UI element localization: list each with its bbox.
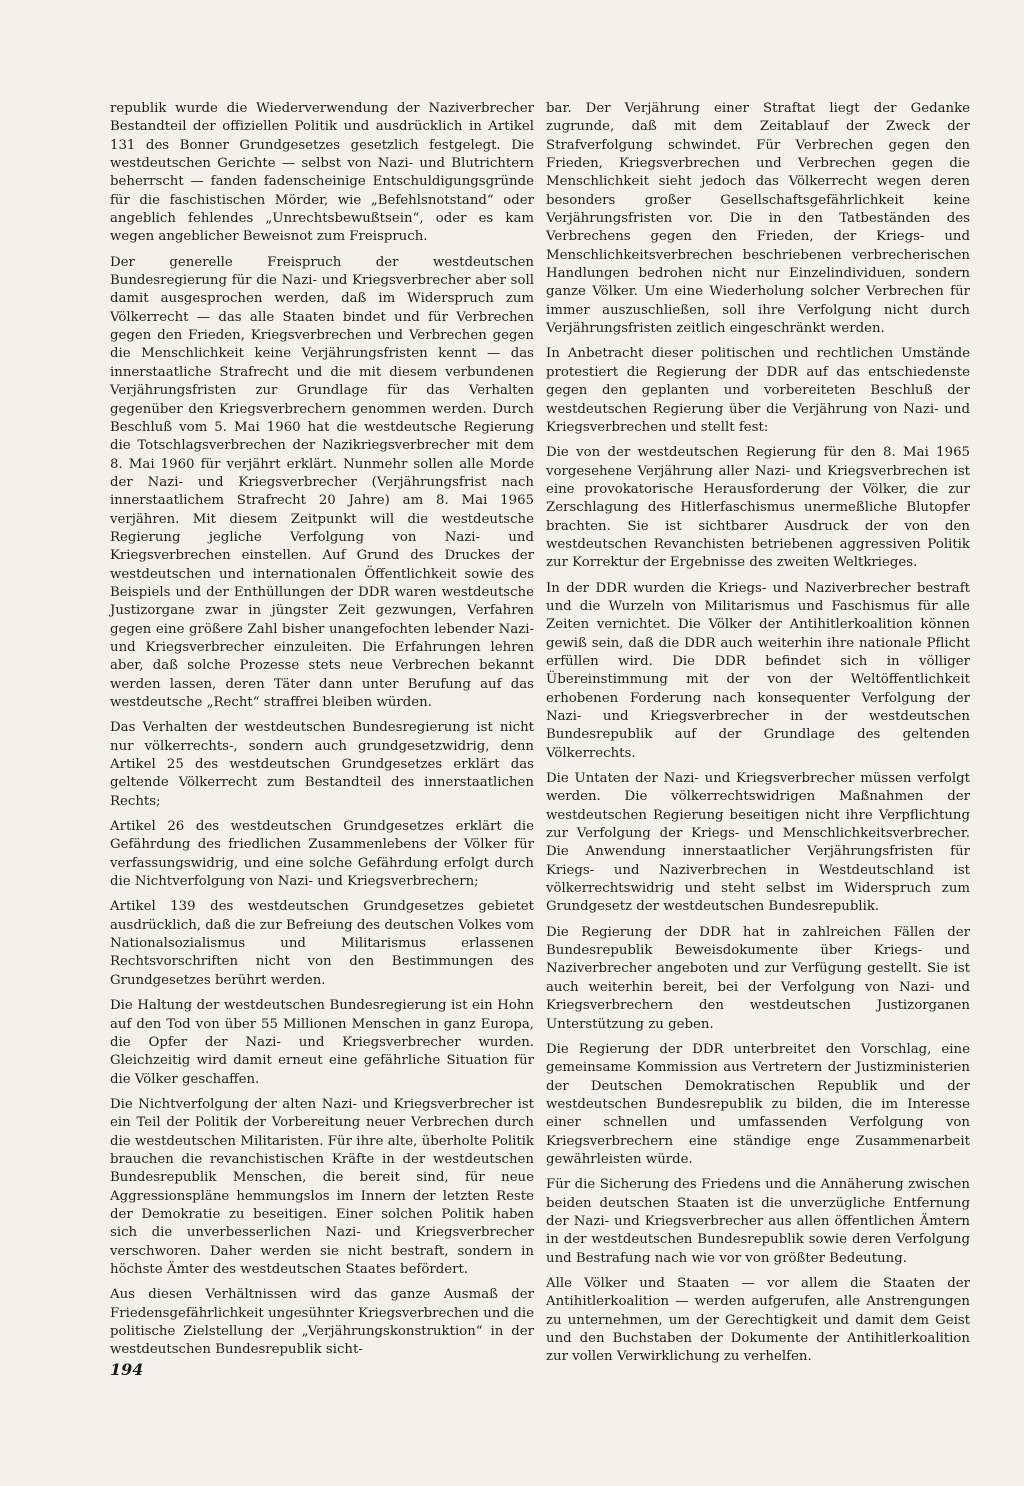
paragraph: Für die Sicherung des Friedens und die Annäherung zwischen beiden deutschen Staaten ist die unverzügliche Entfernung der Nazi- und Kriegsverbrecher aus allen öffentlichen Ämtern in der westdeutschen Bundesrepublik sowie deren Verfolgung und Bestrafung nach wie vor von größter Bedeutung. <box>546 1177 970 1266</box>
paragraph: Die Haltung der westdeutschen Bundesregierung ist ein Hohn auf den Tod von über 55 Millionen Menschen in ganz Europa, die Opfer der Nazi- und Kriegsverbrecher wurden. Gleichzeitig wird damit erneut eine gefährliche Situation für die Völker geschaffen. <box>110 998 534 1087</box>
paragraph: Aus diesen Verhältnissen wird das ganze Ausmaß der Friedensgefährlichkeit ungesühnter Kriegsverbrechen und die politische Zielstellung der „Verjährungskonstruktion“ in der westdeutschen Bundesrepublik sicht- <box>110 1287 534 1358</box>
paragraph: Die Regierung der DDR hat in zahlreichen Fällen der Bundesrepublik Beweisdokumente über Kriegs- und Naziverbrecher angeboten und zur Verfügung gestellt. Sie ist auch weiterhin bereit, bei der Verfolgung von Nazi- und Kriegsverbrechern den westdeutschen Justizorganen Unterstützung zu geben. <box>546 924 970 1032</box>
paragraph: Alle Völker und Staaten — vor allem die Staaten der Antihitlerkoalition — werden aufgerufen, alle Anstrengungen zu unternehmen, um der Gerechtigkeit und damit dem Geist und den Buchstaben der Dokumente der Antihitlerkoalition zur vollen Verwirklichung zu verhelfen. <box>546 1275 970 1365</box>
paragraph: In der DDR wurden die Kriegs- und Naziverbrecher bestraft und die Wurzeln von Militarismus und Faschismus für alle Zeiten vernichtet. Die Völker der Antihitlerkoalition können gewiß sein, daß die DDR auch weiterhin ihre nationale Pflicht erfüllen wird. Die DDR befindet sich in völliger Übereinstimmung mit der von der Weltöffentlichkeit erhobenen Forderung nach konsequenter Verfolgung der Nazi- und Kriegsverbrecher in der westdeutschen Bundesrepublik auf der Grundlage des geltenden Völkerrechts. <box>546 580 970 761</box>
paragraph: Das Verhalten der westdeutschen Bundesregierung ist nicht nur völkerrechts-, sondern auch grundgesetzwidrig, denn Artikel 25 des westdeutschen Grundgesetzes erklärt das geltende Völkerrecht zum Bestandteil des innerstaatlichen Rechts; <box>110 720 534 809</box>
paragraph: Die Nichtverfolgung der alten Nazi- und Kriegsverbrecher ist ein Teil der Politik der Vorbereitung neuer Verbrechen durch die westdeutschen Militaristen. Für ihre alte, überholte Politik brauchen die revanchistischen Kräfte in der westdeutschen Bundesrepublik Menschen, die bereit sind, für neue Aggressionspläne hemmungslos im Innern der letzten Reste der Demokratie zu beseitigen. Einer solchen Politik haben sich die unverbesserlichen Nazi- und Kriegsverbrecher verschworen. Daher werden sie nicht bestraft, sondern in höchste Ämter des westdeutschen Staates befördert. <box>110 1096 534 1277</box>
paragraph: Artikel 26 des westdeutschen Grundgesetzes erklärt die Gefährdung des friedlichen Zusammenlebens der Völker für verfassungswidrig, und eine solche Gefährdung erfolgt durch die Nichtverfolgung von Nazi- und Kriegsverbrechern; <box>110 819 534 890</box>
paragraph: Die von der westdeutschen Regierung für den 8. Mai 1965 vorgesehene Verjährung aller Nazi- und Kriegsverbrechen ist eine provokatorische Herausforderung der Völker, die zur Zerschlagung des Hitlerfaschismus unermeßliche Blutopfer brachten. Sie ist sichtbarer Ausdruck der von den westdeutschen Revanchisten betriebenen aggressiven Politik zur Korrektur der Ergebnisse des zweiten Weltkrieges. <box>546 445 970 571</box>
page-number: 194 <box>110 1360 144 1379</box>
paragraph: In Anbetracht dieser politischen und rechtlichen Umstände protestiert die Regierung der DDR auf das entschiedenste gegen den geplanten und vorbereiteten Beschluß der westdeutschen Regierung über die Verjährung von Nazi- und Kriegsverbrechen und stellt fest: <box>546 346 970 435</box>
right-column <box>546 100 970 1374</box>
paragraph: Der generelle Freispruch der westdeutschen Bundesregierung für die Nazi- und Kriegsverbrecher aber soll damit ausgesprochen werden, daß im Widerspruch zum Völkerrecht — das alle Staaten bindet und für Verbrechen gegen den Frieden, Kriegsverbrechen und Verbrechen gegen die Menschlichkeit keine Verjährungsfristen kennt — das innerstaatliche Strafrecht und die mit diesem verbundenen Verjährungsfristen zur Grundlage für das Verhalten gegenüber den Kriegsverbrechern genommen werden. Durch Beschluß vom 5. Mai 1960 hat die westdeutsche Regierung die Totschlagsverbrechen der Nazikriegsverbrecher mit dem 8. Mai 1960 für verjährt erklärt. Nunmehr sollen alle Morde der Nazi- und Kriegsverbrecher (Verjährungsfrist nach innerstaatlichem Strafrecht 20 Jahre) am 8. Mai 1965 verjähren. Mit diesem Zeitpunkt will die westdeutsche Regierung jegliche Verfolgung von Nazi- und Kriegsverbrechen einstellen. Auf Grund des Druckes der westdeutschen und internationalen Öffentlichkeit sowie des Beispiels und der Enthüllungen der DDR waren westdeutsche Justizorgane zwar in jüngster Zeit gezwungen, Verfahren gegen eine größere Zahl bisher unangefochten lebender Nazi- und Kriegsverbrecher einzuleiten. Die Erfahrungen lehren aber, daß solche Prozesse stets neue Verbrechen bekannt werden lassen, deren Täter dann unter Berufung auf das westdeutsche „Recht“ straffrei bleiben würden. <box>110 254 534 710</box>
left-column <box>110 100 534 1367</box>
paragraph: bar. Der Verjährung einer Straftat liegt der Gedanke zugrunde, daß mit dem Zeitablauf der Zweck der Strafverfolgung schwindet. Für Verbrechen gegen den Frieden, Kriegsverbrechen und Verbrechen gegen die Menschlichkeit sieht jedoch das Völkerrecht wegen deren besonders großer Gesellschaftsgefährlichkeit keine Verjährungsfristen vor. Die in den Tatbeständen des Verbrechens gegen den Frieden, der Kriegs- und Menschlichkeitsverbrechen beschriebenen verbrecherischen Handlungen bedrohen nicht nur Einzelindividuen, sondern ganze Völker. Um eine Wiederholung solcher Verbrechen für immer auszuschließen, soll ihre Verfolgung nicht durch Verjährungsfristen zeitlich eingeschränkt werden. <box>546 101 970 337</box>
paragraph: republik wurde die Wiederverwendung der Naziverbrecher Bestandteil der offiziellen Politik und ausdrücklich in Artikel 131 des Bonner Grundgesetzes gesetzlich festgelegt. Die westdeutschen Gerichte — selbst von Nazi- und Blutrichtern beherrscht — fanden fadenscheinige Entschuldigungsgründe für die faschistischen Mörder, wie „Befehlsnotstand“ oder angeblich fehlendes „Unrechtsbewußtsein“, oder es kam wegen angeblicher Beweisnot zum Freispruch. <box>110 101 534 245</box>
paragraph: Die Regierung der DDR unterbreitet den Vorschlag, eine gemeinsame Kommission aus Vertretern der Justizministerien der Deutschen Demokratischen Republik und der westdeutschen Bundesrepublik zu bilden, die im Interesse einer schnellen und umfassenden Verfolgung von Kriegsverbrechern eine ständige enge Zusammenarbeit gewährleisten würde. <box>546 1041 970 1167</box>
paragraph: Die Untaten der Nazi- und Kriegsverbrecher müssen verfolgt werden. Die völkerrechtswidrigen Maßnahmen der westdeutschen Regierung beseitigen nicht ihre Verpflichtung zur Verfolgung der Kriegs- und Menschlichkeitsverbrecher. Die Anwendung innerstaatlicher Verjährungsfristen für Kriegs- und Naziverbrechen in Westdeutschland ist völkerrechtswidrig und steht selbst im Widerspruch zum Grundgesetz der westdeutschen Bundesrepublik. <box>546 771 970 915</box>
paragraph: Artikel 139 des westdeutschen Grundgesetzes gebietet ausdrücklich, daß die zur Befreiung des deutschen Volkes vom Nationalsozialismus und Militarismus erlassenen Rechtsvorschriften nicht von den Bestimmungen des Grundgesetzes berührt werden. <box>110 899 534 988</box>
